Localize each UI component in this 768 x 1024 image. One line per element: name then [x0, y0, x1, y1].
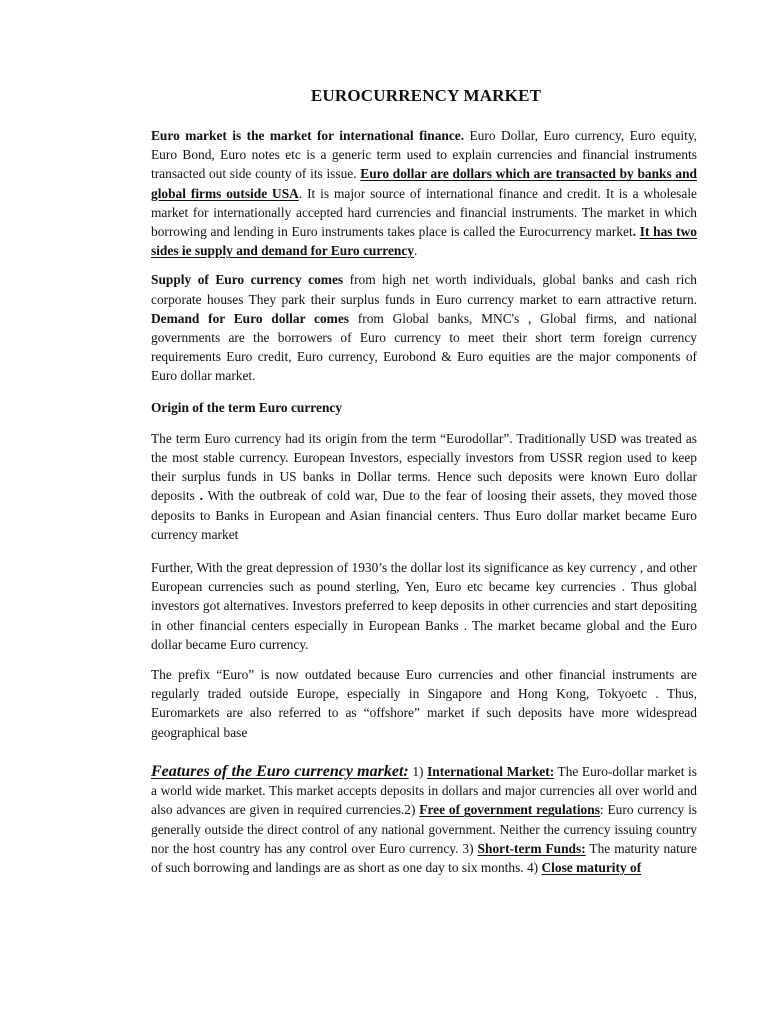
text-run: The maturity nature of such borrowing and landings are as short as one day to six months. 4): [151, 840, 697, 875]
text-run: from Global banks, MNC's , Global firms, and national governments are the borrowers of Euro currency to meet their short term foreign currency requirements Euro credit, Euro currency, Eurobond & Euro equities are the major components of Euro dollar market.: [151, 310, 697, 384]
paragraph-origin: [151, 429, 697, 544]
text-run: The term Euro currency had its origin from the term “Eurodollar”. Traditionally USD was treated as the most stable currency. European Investors, especially investors from USSR region used to keep their surplus funds in US banks in Dollar terms. Hence such deposits were known Euro dollar deposits: [151, 430, 697, 504]
text-run: : Euro currency is generally outside the direct control of any national government. Neither the currency issuing country nor the host country has any control over Euro currency. 3): [151, 802, 697, 856]
paragraph-features: [151, 762, 697, 877]
bold-phrase: Demand for Euro dollar comes: [151, 310, 349, 326]
text-run: The Euro-dollar market is a world wide market. This market accepts deposits in dollars and major currencies all over world and also advances are given in required currencies.2): [151, 763, 697, 818]
document-page: [151, 86, 697, 877]
text-run: from high net worth individuals, global banks and cash rich corporate houses They park their surplus funds in Euro currency market to earn attractive return.: [151, 272, 697, 307]
features-heading: Features of the Euro currency market:: [151, 762, 409, 780]
feature-free-of-regulations: Free of government regulations: [419, 802, 600, 818]
text-run: With the outbreak of cold war, Due to the fear of loosing their assets, they moved those deposits to Banks in European and Asian financial centers. Thus Euro dollar market became Euro currency market: [151, 488, 697, 542]
text-run: 1): [408, 763, 428, 779]
bold-phrase: .: [632, 224, 640, 240]
bold-phrase: Euro market is the market for international finance.: [151, 128, 465, 143]
paragraph-supply-demand: [151, 270, 697, 385]
section-heading-text: Origin of the term Euro currency: [151, 399, 343, 415]
feature-international-market: International Market:: [427, 763, 555, 779]
bold-phrase: .: [199, 488, 203, 504]
section-heading-origin: [151, 398, 697, 417]
text-run: . It is major source of international finance and credit. It is a wholesale market for internationally accepted hard currencies and financial instruments. The market in which borrowing and lending in Euro instruments takes place is called the Eurocurrency market: [151, 185, 697, 240]
text-run: .: [414, 243, 418, 259]
page-title: EUROCURRENCY MARKET: [310, 86, 542, 105]
paragraph-great-depression: Further, With the great depression of 1930’s the dollar lost its significance as key currency , and other European currencies such as pound sterling, Yen, Euro etc became key currencies . Thus global investors got alternatives. Investors preferred to keep deposits in other currencies and start depositing in other financial centers especially in European Banks . The market became global and the Euro dollar became Euro currency.: [151, 560, 697, 652]
paragraph-prefix-euro: The prefix “Euro” is now outdated because Euro currencies and other financial instruments are regularly traded outside Europe, especially in Singapore and Hong Kong, Tokyoetc . Thus, Euromarkets are also referred to as “offshore” market if such deposits have more widespread geographical base: [151, 667, 697, 740]
text-run: Euro Dollar, Euro currency, Euro equity, Euro Bond, Euro notes etc is a generic term used to explain currencies and financial instruments transacted out side county of its issue.: [151, 128, 697, 182]
feature-short-term-funds: Short-term Funds:: [477, 840, 586, 856]
underlined-bold-phrase: It has two sides ie supply and demand for Euro currency: [151, 224, 698, 259]
paragraph-euro-market-intro: [151, 126, 697, 260]
bold-phrase: Supply of Euro currency comes: [151, 272, 344, 288]
feature-close-maturity: Close maturity of: [541, 859, 642, 875]
underlined-bold-phrase: Euro dollar are dollars which are transacted by banks and global firms outside USA: [151, 166, 697, 201]
